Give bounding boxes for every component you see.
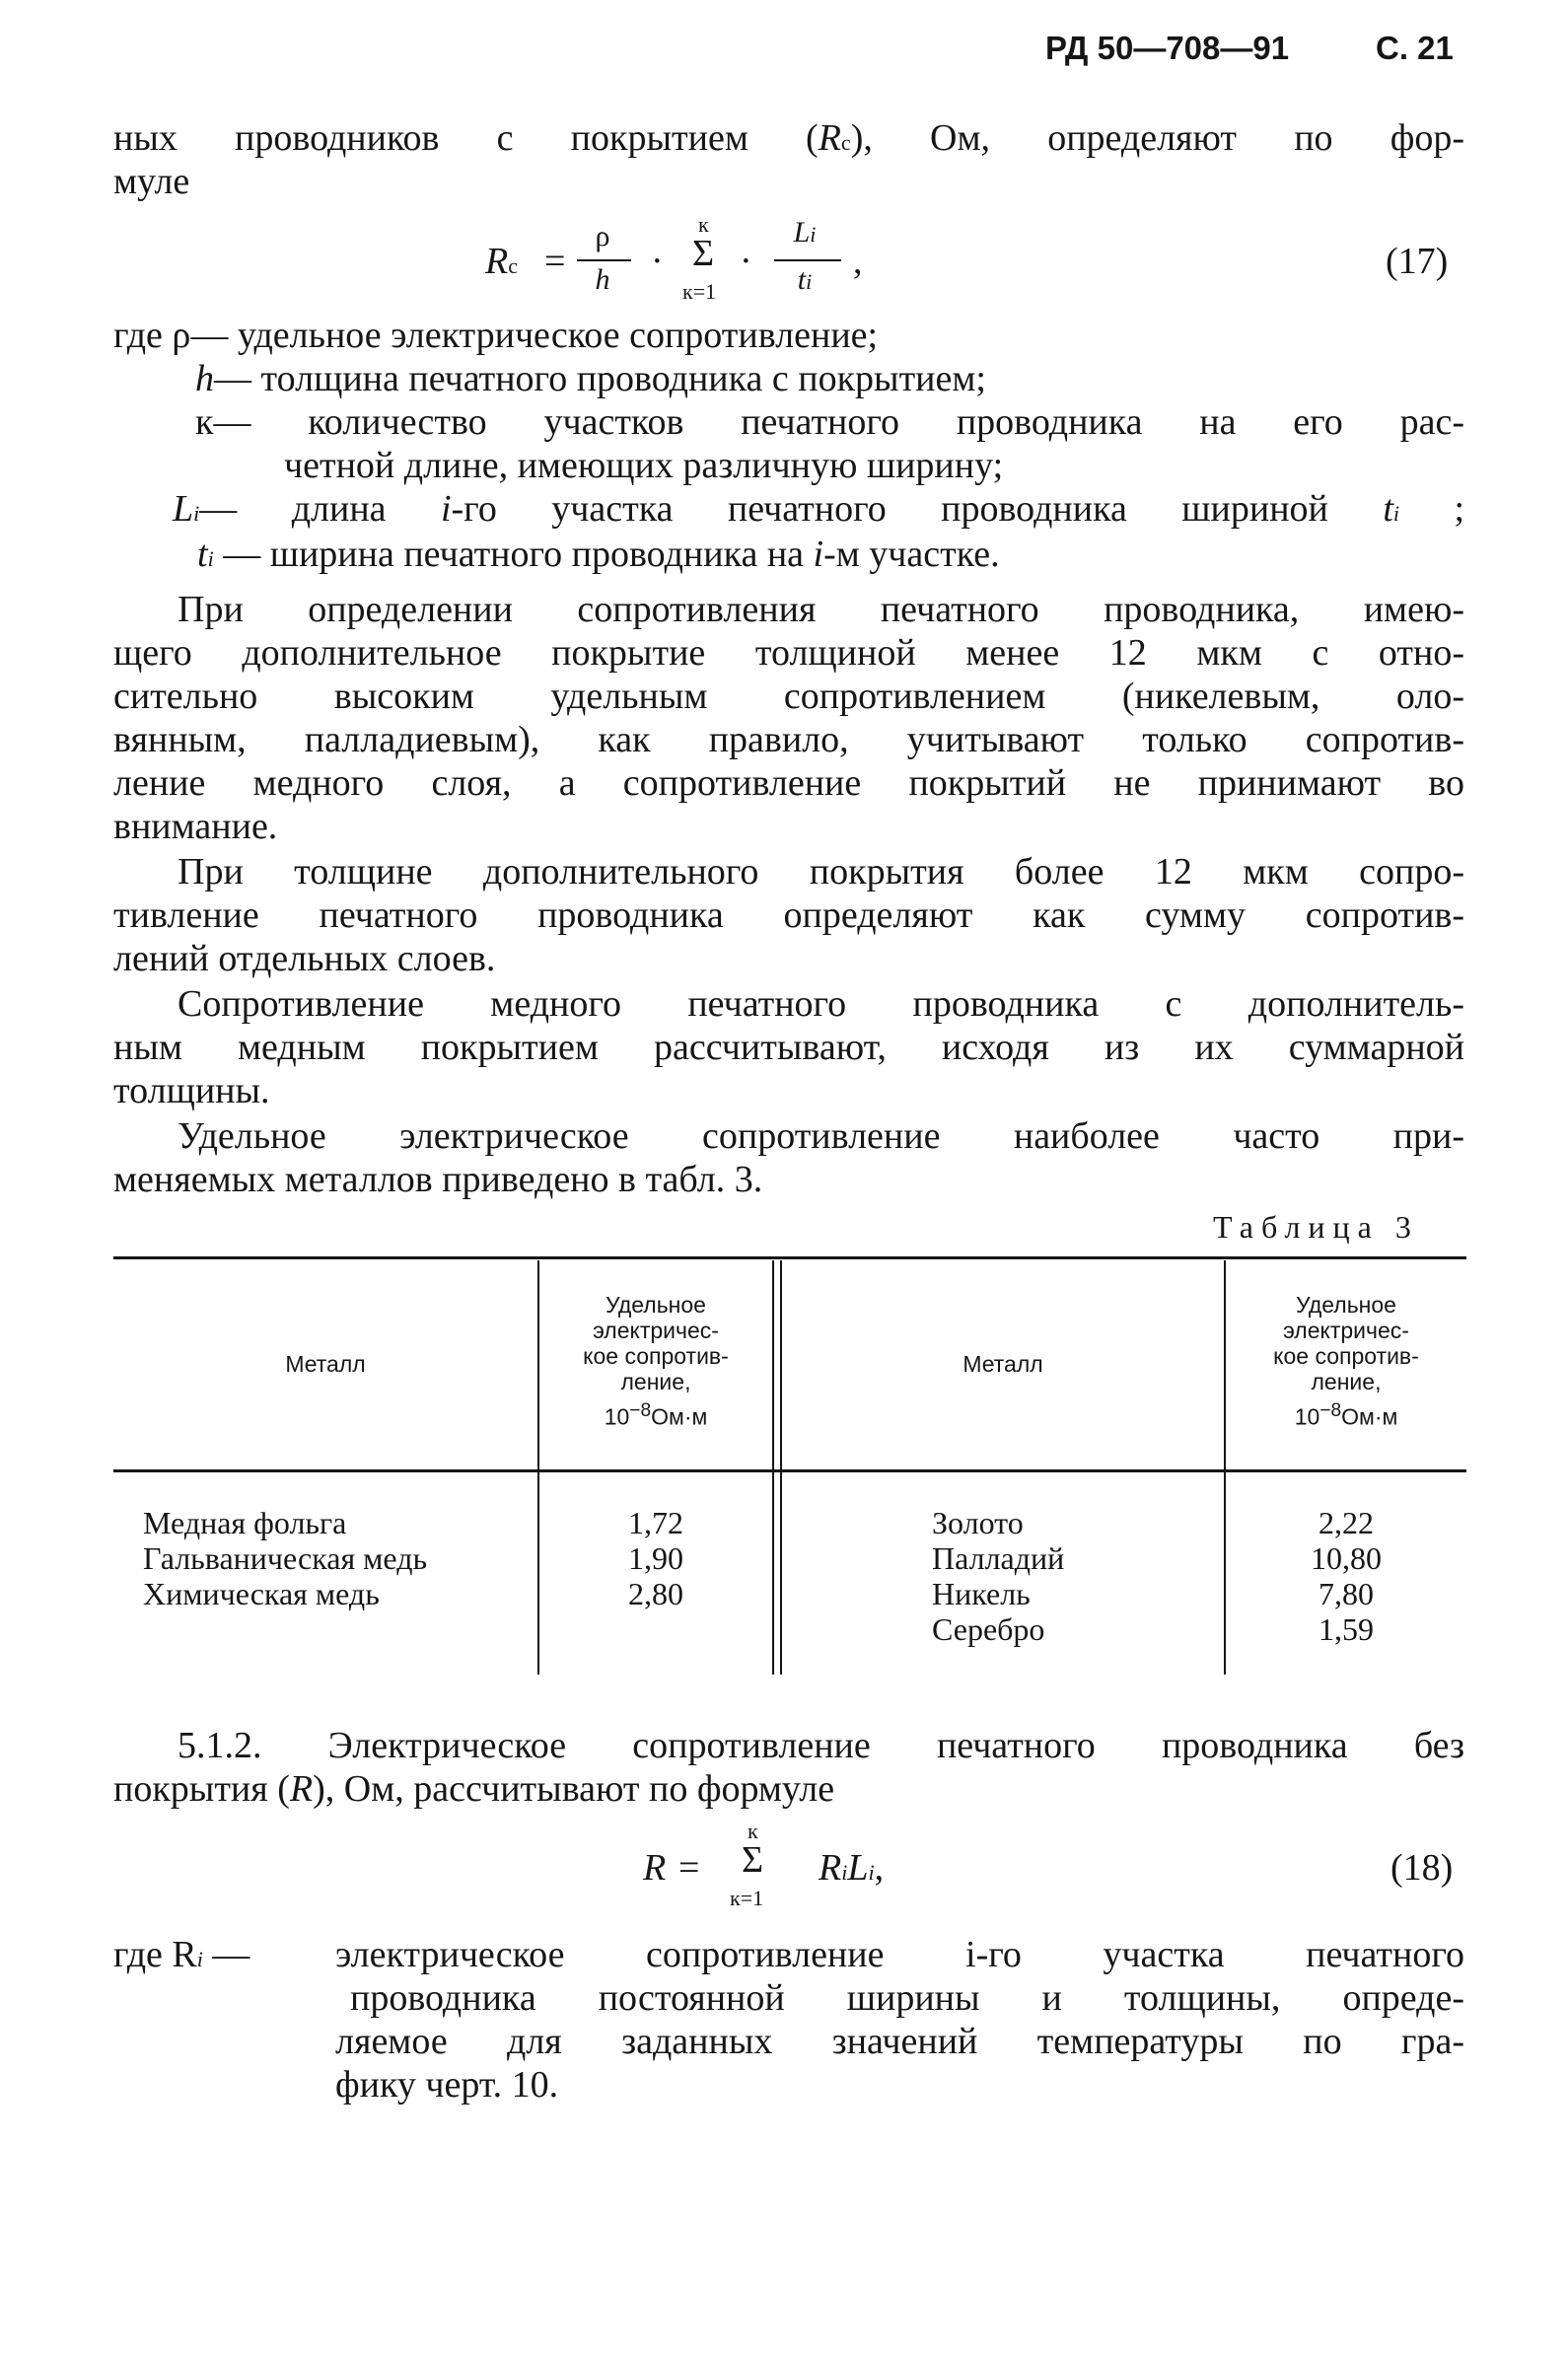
f18-sigma: Σ xyxy=(742,1839,764,1881)
f18-sum-lower: к=1 xyxy=(730,1886,764,1910)
f17-numerator-L: Li xyxy=(793,216,817,249)
table-row: Медная фольга xyxy=(143,1505,347,1540)
f17-fraction-line-2 xyxy=(774,259,841,261)
f18-number: (18) xyxy=(1390,1847,1454,1889)
header-metal-left: Металл xyxy=(285,1351,366,1377)
where-R: где Ri — xyxy=(113,1934,250,1975)
para1-line-5: ление медного слоя, а сопротивление покрытий не принимают во xyxy=(113,762,1464,804)
where-R-line-2: проводника постоянной ширины и толщины, опреде- xyxy=(350,1977,1464,2019)
para3-line-1: Сопротивление медного печатного проводника с дополнитель- xyxy=(178,983,1464,1025)
where-t: ti — ширина печатного проводника на i-м участке. xyxy=(197,534,1000,575)
f17-equals: = xyxy=(544,241,566,282)
f17-comma: , xyxy=(853,241,863,282)
page-number: С. 21 xyxy=(1376,30,1454,66)
f17-dot-2: · xyxy=(740,241,752,282)
para1-line-6: внимание. xyxy=(113,806,278,847)
where-rho: где ρ— удельное электрическое сопротивление; xyxy=(113,315,879,356)
para3-line-2: ным медным покрытием рассчитывают, исходя из их суммарной xyxy=(113,1027,1464,1068)
table-cell-value: 10,80 xyxy=(1311,1540,1382,1576)
f17-lhs: Rс xyxy=(485,241,518,282)
where-R-line-4: фику черт. 10. xyxy=(335,2064,559,2106)
table-cell-value: 1,59 xyxy=(1319,1611,1374,1647)
table-cell-value: 7,80 xyxy=(1319,1576,1374,1611)
formula-17 xyxy=(473,212,1469,311)
f17-fraction-line-1 xyxy=(577,259,631,261)
table-row: Химическая медь xyxy=(143,1576,380,1611)
header-resistivity-right: Удельное электричес- кое сопротив- ление, $10^{-8}Ом\cdot м$ xyxy=(1273,1292,1419,1430)
table-cell-value: 1,72 xyxy=(628,1505,683,1540)
table-divider-2a xyxy=(772,1260,774,1675)
f17-sigma: Σ xyxy=(692,233,715,274)
para3-line-3: толщины. xyxy=(113,1070,270,1111)
table-caption: Таблица 3 xyxy=(1213,1209,1419,1245)
para2-line-1: При толщине дополнительного покрытия более 12 мкм сопро- xyxy=(178,851,1464,893)
table-cell-value: 2,80 xyxy=(628,1576,683,1611)
where-L: Li— длина i-го участка печатного проводника шириной ti ; xyxy=(173,488,1464,530)
para1-line-3: сительно высоким удельным сопротивлением (никелевым, оло- xyxy=(113,676,1464,717)
table-row: Серебро xyxy=(932,1611,1045,1647)
where-R-line-3: ляемое для заданных значений температуры по гра- xyxy=(335,2021,1464,2062)
section-5-1-2-line-2: покрытия (R), Ом, рассчитывают по формуле xyxy=(113,1768,835,1810)
para1-line-2: щего дополнительное покрытие толщиной менее 12 мкм с отно- xyxy=(113,632,1464,674)
f17-numerator-rho: ρ xyxy=(595,220,610,252)
f17-number: (17) xyxy=(1386,241,1449,282)
f17-sum-upper: к xyxy=(698,212,709,237)
f17-denominator-t: ti xyxy=(797,263,813,296)
para1-line-4: вянным, палладиевым), как правило, учитывают только сопротив- xyxy=(113,719,1464,760)
f18-equals: = xyxy=(678,1847,700,1889)
table-3 xyxy=(113,1256,1466,1680)
table-top-rule xyxy=(113,1256,1466,1259)
para2-line-3: лений отдельных слоев. xyxy=(113,938,496,979)
f18-sum-upper: к xyxy=(748,1819,758,1843)
header-resistivity-left: Удельное электричес- кое сопротив- ление, $10^{-8}Ом\cdot м$ xyxy=(583,1292,729,1430)
document-code: РД 50—708—91 xyxy=(1045,30,1290,66)
table-row: Золото xyxy=(932,1505,1024,1540)
f17-sum-lower: к=1 xyxy=(682,279,717,304)
header-metal-right: Металл xyxy=(962,1351,1043,1377)
f18-Ri-Li: RiLi, xyxy=(819,1847,885,1889)
f17-dot-1: · xyxy=(651,241,664,282)
para4-line-1: Удельное электрическое сопротивление наиболее часто при- xyxy=(178,1115,1464,1157)
formula-18 xyxy=(631,1815,1469,1913)
intro-line-1: ных проводников с покрытием (Rс), Ом, определяют по фор- xyxy=(113,117,1464,159)
where-k-continued: четной длине, имеющих различную ширину; xyxy=(284,445,1004,486)
intro-line-2: муле xyxy=(113,161,190,202)
table-divider-2b xyxy=(780,1260,782,1675)
table-cell-value: 2,22 xyxy=(1319,1505,1374,1540)
section-5-1-2-line-1: 5.1.2. Электрическое сопротивление печатного проводника без xyxy=(178,1725,1464,1766)
table-row: Никель xyxy=(932,1576,1031,1611)
para4-line-2: меняемых металлов приведено в табл. 3. xyxy=(113,1159,763,1200)
where-R-line-1: электрическое сопротивление i-го участка печатного xyxy=(335,1934,1464,1975)
table-row: Гальваническая медь xyxy=(143,1540,428,1576)
where-k: к— количество участков печатного проводника на его рас- xyxy=(195,401,1464,443)
para2-line-2: тивление печатного проводника определяют как сумму сопротив- xyxy=(113,894,1464,936)
table-row: Палладий xyxy=(932,1540,1065,1576)
where-h: h— толщина печатного проводника с покрытием; xyxy=(195,358,986,399)
table-header-rule xyxy=(113,1469,1466,1472)
para1-line-1: При определении сопротивления печатного проводника, имею- xyxy=(178,589,1464,630)
f18-lhs: R xyxy=(643,1847,667,1889)
f17-denominator-h: h xyxy=(595,263,610,296)
table-cell-value: 1,90 xyxy=(628,1540,683,1576)
